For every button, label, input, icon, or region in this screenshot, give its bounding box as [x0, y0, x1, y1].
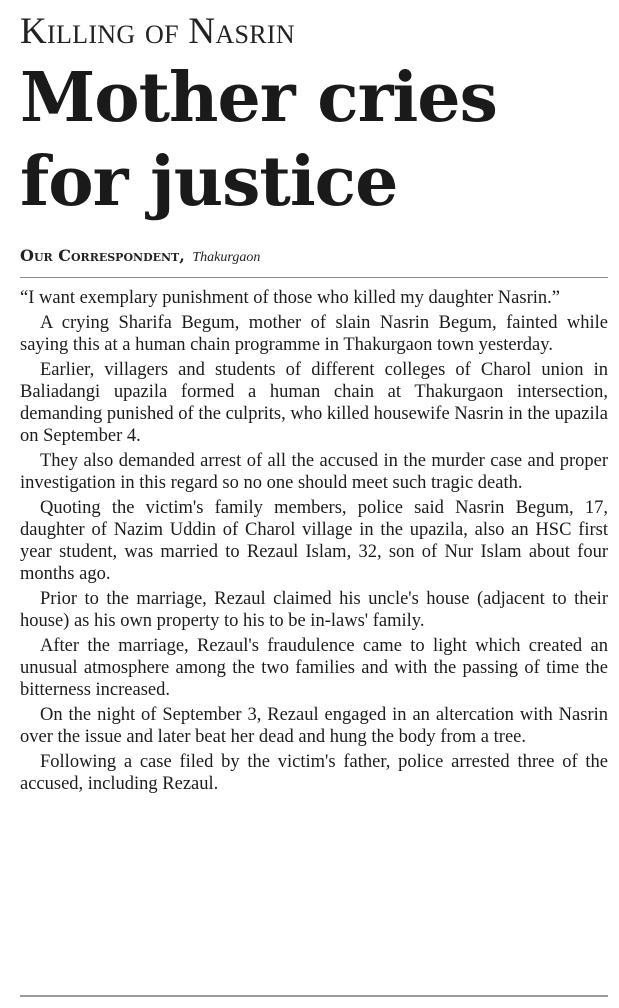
top-divider	[20, 277, 608, 278]
paragraph: Prior to the marriage, Rezaul claimed his uncle's house (adjacent to their house) as his own property to his to be in-laws' family.	[20, 589, 608, 631]
byline	[20, 246, 608, 268]
byline-place: Thakurgaon	[192, 250, 261, 265]
paragraph: After the marriage, Rezaul's fraudulence came to light which created an unusual atmosphere among the two families and with the passing of time the bitterness increased.	[20, 636, 608, 700]
paragraph: They also demanded arrest of all the accused in the murder case and proper investigation in this regard so no one should meet such tragic death.	[20, 451, 608, 493]
byline-author: Our Correspondent,	[20, 246, 185, 265]
bottom-divider	[20, 995, 608, 997]
paragraph: Quoting the victim's family members, police said Nasrin Begum, 17, daughter of Nazim Uddin of Charol village in the upazila, also an HSC first year student, was married to Rezaul Islam, 32, son of Nur Islam about four months ago.	[20, 498, 608, 584]
article-body	[20, 287, 608, 795]
article-headline: Mother cries for justice	[20, 58, 497, 222]
paragraph: Following a case filed by the victim's father, police arrested three of the accused, including Rezaul.	[20, 752, 608, 794]
news-article	[20, 0, 608, 795]
article-kicker: Killing of Nasrin	[20, 11, 295, 52]
paragraph: On the night of September 3, Rezaul engaged in an altercation with Nasrin over the issue and later beat her dead and hung the body from a tree.	[20, 705, 608, 747]
paragraph-quote: “I want exemplary punishment of those who killed my daughter Nasrin.”	[20, 288, 560, 308]
paragraph: Earlier, villagers and students of different colleges of Charol union in Baliadangi upazila formed a human chain at Thakurgaon intersection, demanding punished of the culprits, who killed housewife Nasrin in the upazila on September 4.	[20, 360, 608, 446]
paragraph: A crying Sharifa Begum, mother of slain Nasrin Begum, fainted while saying this at a human chain programme in Thakurgaon town yesterday.	[20, 313, 608, 355]
